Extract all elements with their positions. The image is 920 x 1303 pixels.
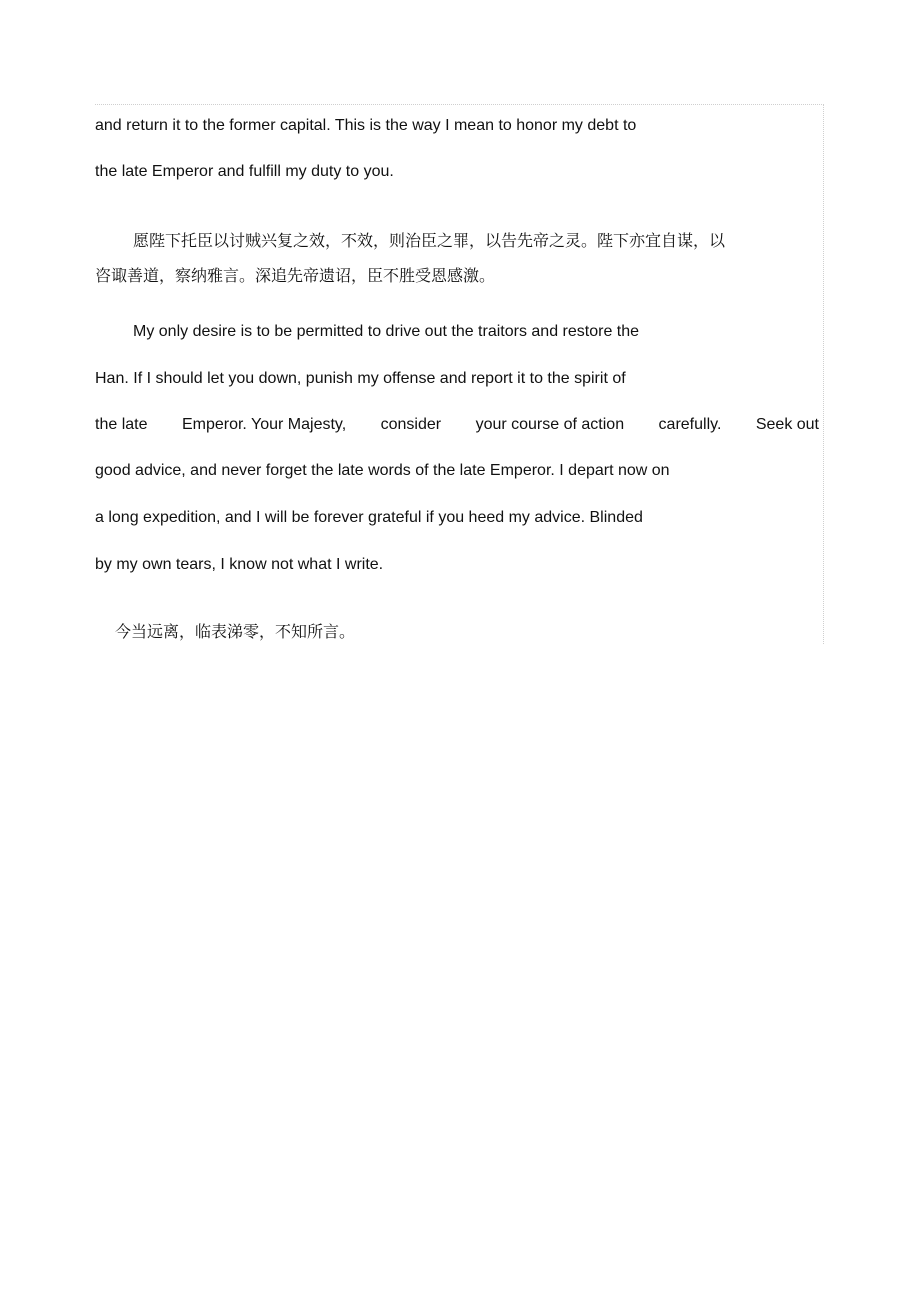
text-line: My only desire is to be permitted to drive out the traitors and restore the — [133, 323, 640, 340]
text-line: by my own tears, I know not what I write. — [95, 556, 384, 573]
text-line: the late Emperor and fulfill my duty to you. — [95, 163, 394, 180]
word-group: your course of action — [475, 416, 625, 433]
chinese-text-line: 咨诹善道，察纳雅言。深追先帝遗诏，臣不胜受恩感激。 — [95, 266, 496, 285]
text-line: good advice, and never forget the late words of the late Emperor. I depart now on — [95, 462, 670, 479]
word-group: the late — [95, 416, 148, 433]
chinese-text-line: 今当远离，临表涕零，不知所言。 — [115, 622, 356, 641]
word-group: Emperor. Your Majesty, — [181, 416, 347, 433]
text-line: a long expedition, and I will be forever grateful if you heed my advice. Blinded — [95, 509, 643, 526]
text-line: and return it to the former capital. This is the way I mean to honor my debt to — [95, 117, 637, 134]
chinese-text-line: 愿陛下托臣以讨贼兴复之效，不效，则治臣之罪，以告先帝之灵。陛下亦宜自谋，以 — [133, 231, 726, 250]
word-group: consider — [380, 416, 442, 433]
word-group: Seek out — [755, 416, 819, 433]
text-line: Han. If I should let you down, punish my offense and report it to the spirit of — [95, 370, 626, 387]
word-group: carefully. — [658, 416, 722, 433]
justified-text-line — [95, 415, 819, 435]
